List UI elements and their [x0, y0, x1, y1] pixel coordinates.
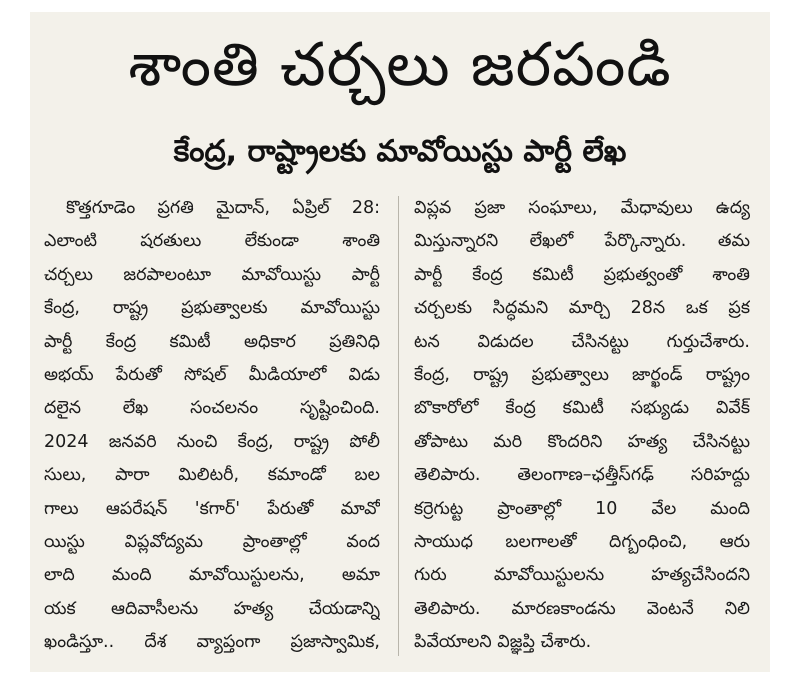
left-line-1: కొత్తగూడెం ప్రగతి మైదాన్, ఏప్రిల్ 28: — [66, 198, 380, 218]
right-line-14: పివేయాలని విజ్ఞప్తి చేశారు. — [414, 632, 592, 653]
left-line-12: లాది మంది మావోయిస్టులను, అమా — [44, 565, 380, 586]
right-line-1: విప్లవ ప్రజా సంఘాలు, మేధావులు ఉద్య — [414, 198, 750, 218]
right-line-3: పార్టీ కేంద్ర కమిటీ ప్రభుత్వంతో శాంతి — [414, 264, 750, 285]
right-line-8: తోపాటు మరి కొందరిని హత్య చేసినట్టు — [414, 431, 750, 452]
right-line-5: టన విడుదల చేసినట్టు గుర్తుచేశారు. — [414, 331, 750, 352]
headline: శాంతి చర్చలు జరపండి — [128, 30, 672, 100]
right-line-9: తెలిపారు. తెలంగాణ–ఛత్తీస్‌గఢ్ సరిహద్దు — [414, 465, 750, 486]
column-divider — [398, 196, 399, 656]
left-line-13: యక ఆదివాసీలను హత్య చేయడాన్ని — [44, 598, 380, 619]
right-line-12: గురు మావోయిస్టులను హత్యచేసిందని — [414, 565, 750, 586]
right-line-2: మిస్తున్నారని లేఖలో పేర్కొన్నారు. తమ — [414, 231, 750, 252]
subheadline: కేంద్ర, రాష్ట్రాలకు మావోయిస్టు పార్టీ లేఖ — [173, 134, 627, 169]
left-line-10: గాలు ఆపరేషన్ 'కగార్' పేరుతో మావో — [44, 498, 380, 519]
right-line-7: బొకారోలో కేంద్ర కమిటీ సభ్యుడు వివేక్ — [414, 398, 750, 419]
right-line-4: చర్చలకు సిద్ధమని మార్చి 28న ఒక ప్రక — [414, 298, 750, 319]
right-line-11: సాయుధ బలగాలతో దిగ్బంధించి, ఆరు — [414, 531, 750, 552]
newspaper-clipping — [30, 12, 770, 672]
right-line-6: కేంద్ర, రాష్ట్ర ప్రభుత్వాలు జార్ఖండ్ రాష్ట్రం — [414, 364, 750, 385]
left-line-5: పార్టీ కేంద్ర కమిటీ అధికార ప్రతినిధి — [44, 331, 380, 352]
left-line-2: ఎలాంటి షరతులు లేకుండా శాంతి — [44, 231, 380, 252]
right-line-13: తెలిపారు. మారణకాండను వెంటనే నిలి — [414, 598, 750, 619]
left-line-9: సులు, పారా మిలిటరీ, కమాండో బల — [44, 465, 380, 486]
left-line-3: చర్చలు జరపాలంటూ మావోయిస్టు పార్టీ — [44, 264, 380, 285]
left-column — [44, 192, 380, 659]
left-line-14: ఖండిస్తూ.. దేశ వ్యాప్తంగా ప్రజాస్వామిక, — [44, 632, 380, 653]
right-line-10: కర్రెగుట్ట ప్రాంతాల్లో 10 వేల మంది — [414, 498, 750, 519]
right-column — [414, 192, 750, 659]
left-line-4: కేంద్ర, రాష్ట్ర ప్రభుత్వాలకు మావోయిస్టు — [44, 298, 380, 319]
left-line-8: 2024 జనవరి నుంచి కేంద్ర, రాష్ట్ర పోలీ — [44, 431, 380, 452]
left-line-6: అభయ్ పేరుతో సోషల్ మీడియాలో విడు — [44, 364, 380, 385]
left-line-7: దలైన లేఖ సంచలనం సృష్టించింది. — [44, 398, 380, 419]
left-line-11: యిస్టు విప్లవోద్యమ ప్రాంతాల్లో వంద — [44, 531, 380, 552]
